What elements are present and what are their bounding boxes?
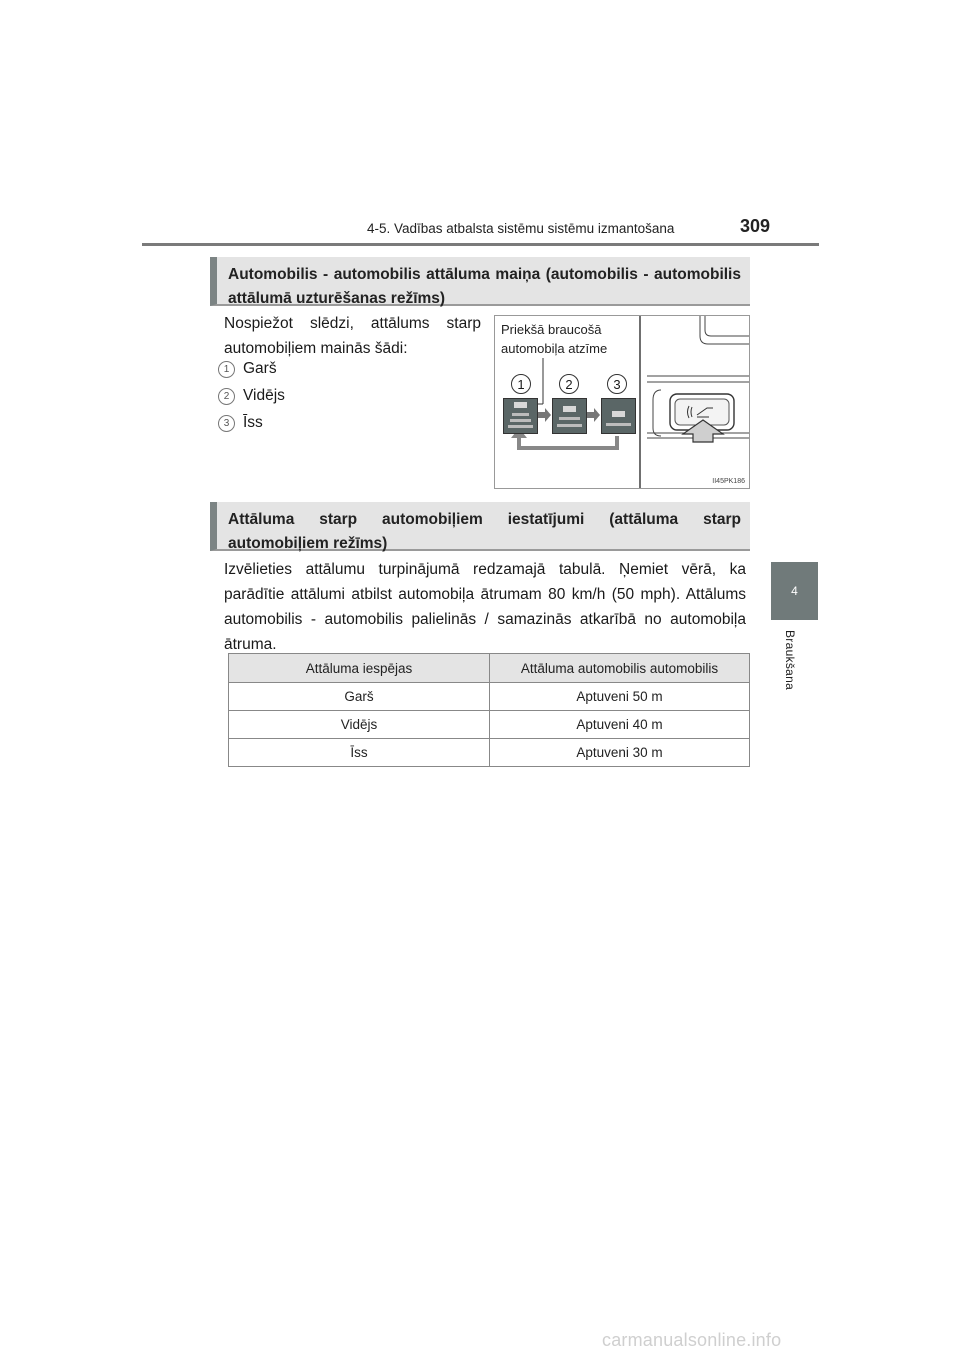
table-cell: Aptuveni 30 m	[490, 739, 750, 767]
section-heading-distance-change: Automobilis - automobilis attāluma maiņa (automobilis - automobilis attālumā uzturēšanas režīms)	[210, 257, 750, 306]
circled-number: 1	[218, 361, 235, 378]
running-header-title: 4-5. Vadības atbalsta sistēmu sistēmu izmantošana	[367, 221, 675, 236]
table-cell: Vidējs	[229, 711, 490, 739]
table-row	[229, 683, 750, 711]
circled-number: 3	[218, 415, 235, 432]
chapter-number: 4	[791, 584, 798, 598]
table-header: Attāluma iespējas	[229, 654, 490, 683]
list-item-label: Garš	[243, 360, 277, 377]
list-item	[218, 414, 263, 432]
display-short	[601, 398, 636, 434]
table-row	[229, 711, 750, 739]
intro-paragraph: Nospiežot slēdzi, attālums starp automobiļiem mainās šādi:	[224, 315, 481, 357]
marker-2: 2	[559, 374, 579, 394]
table-cell: Aptuveni 40 m	[490, 711, 750, 739]
page-number: 309	[740, 216, 771, 236]
car-distance-icon	[504, 399, 537, 433]
circled-number: 2	[218, 388, 235, 405]
table-cell: Aptuveni 50 m	[490, 683, 750, 711]
list-item-label: Īss	[243, 414, 263, 431]
table-header: Attāluma automobilis automobilis	[490, 654, 750, 683]
marker-3: 3	[607, 374, 627, 394]
watermark: carmanualsonline.info	[602, 1330, 782, 1350]
table-header-row	[229, 654, 750, 683]
settings-paragraph: Izvēlieties attālumu turpinājumā redzamajā tabulā. Ņemiet vērā, ka parādītie attālumi atbilst automobiļa ātrumam 80 km/h (50 mph). Attālums automobilis - automobilis palielinās / samazinās atkarībā no automobiļa ātruma.	[224, 561, 746, 653]
car-distance-icon	[602, 399, 635, 433]
distance-switch-illustration	[494, 315, 750, 489]
distance-table	[228, 653, 750, 767]
table-row	[229, 739, 750, 767]
car-distance-icon	[553, 399, 586, 433]
table-cell: Garš	[229, 683, 490, 711]
list-item	[218, 360, 277, 378]
header-rule	[142, 243, 819, 246]
figure-caption: Priekšā braucošā automobiļa atzīme	[501, 322, 608, 356]
marker-1: 1	[511, 374, 531, 394]
list-item-label: Vidējs	[243, 387, 285, 404]
chapter-tab	[771, 562, 818, 620]
display-long	[503, 398, 538, 434]
list-item	[218, 387, 285, 405]
display-medium	[552, 398, 587, 434]
section-heading-distance-settings: Attāluma starp automobiļiem iestatījumi (attāluma starp automobiļiem režīms)	[210, 502, 750, 551]
table-cell: Īss	[229, 739, 490, 767]
chapter-label: Braukšana	[783, 630, 797, 691]
figure-code: II45PK186	[712, 478, 745, 485]
